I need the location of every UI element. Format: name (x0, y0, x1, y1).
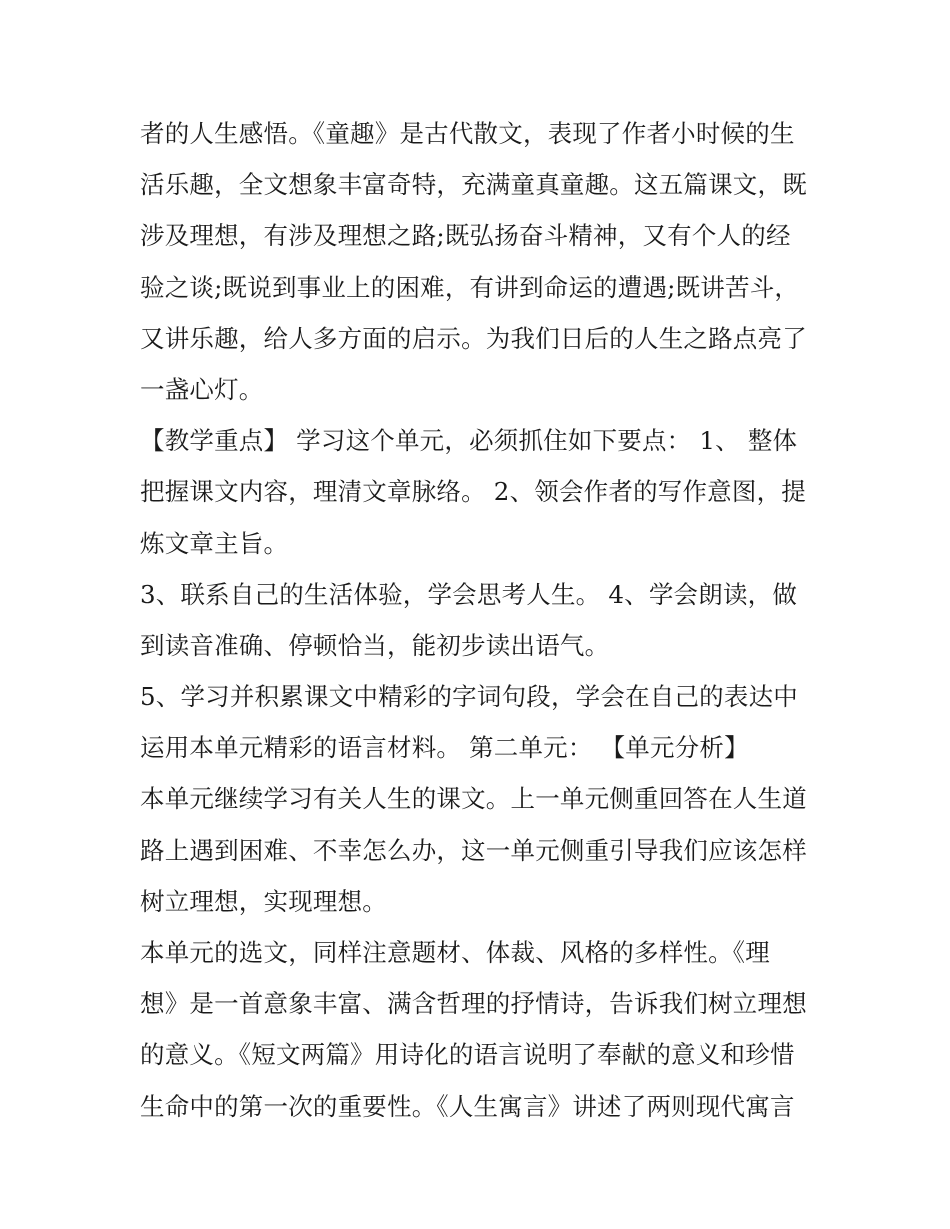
text-line: 路上遇到困难、不幸怎么办，这一单元侧重引导我们应该怎样 (140, 835, 807, 865)
text-line: 者的人生感悟。《童趣》是古代散文，表现了作者小时候的生 (140, 119, 795, 148)
text-line: 活乐趣，全文想象丰富奇特，充满童真童趣。这五篇课文，既 (140, 170, 807, 200)
text-line: 树立理想，实现理想。 (140, 886, 387, 916)
text-line: 到读音准确、停顿恰当，能初步读出语气。 (140, 630, 610, 660)
text-line: 3、联系自己的生活体验，学会思考人生。 4、学会朗读，做 (140, 579, 798, 609)
text-line: 【教学重点】 学习这个单元，必须抓住如下要点： 1、 整体 (140, 426, 798, 456)
text-line: 又讲乐趣，给人多方面的启示。为我们日后的人生之路点亮了 (140, 323, 807, 353)
text-line: 本单元的选文，同样注意题材、体裁、风格的多样性。《理 (140, 938, 770, 967)
text-line: 一盏心灯。 (140, 374, 264, 404)
text-line: 想》是一首意象丰富、满含哲理的抒情诗，告诉我们树立理想 (140, 989, 807, 1019)
text-line: 生命中的第一次的重要性。《人生寓言》讲述了两则现代寓言 (140, 1091, 795, 1121)
text-line: 涉及理想，有涉及理想之路;既弘扬奋斗精神，又有个人的经 (140, 221, 791, 251)
text-line: 把握课文内容，理清文章脉络。 2、领会作者的写作意图，提 (140, 477, 806, 507)
text-line: 本单元继续学习有关人生的课文。上一单元侧重回答在人生道 (140, 784, 807, 814)
text-line: 的意义。《短文两篇》用诗化的语言说明了奉献的意义和珍惜 (140, 1040, 795, 1070)
text-line: 5、学习并积累课文中精彩的字词句段，学会在自己的表达中 (140, 682, 798, 712)
text-line: 运用本单元精彩的语言材料。 第二单元： 【单元分析】 (140, 733, 749, 763)
body-text (140, 108, 820, 1132)
text-line: 炼文章主旨。 (140, 528, 289, 558)
text-line: 验之谈;既说到事业上的困难，有讲到命运的遭遇;既讲苦斗， (140, 272, 800, 302)
